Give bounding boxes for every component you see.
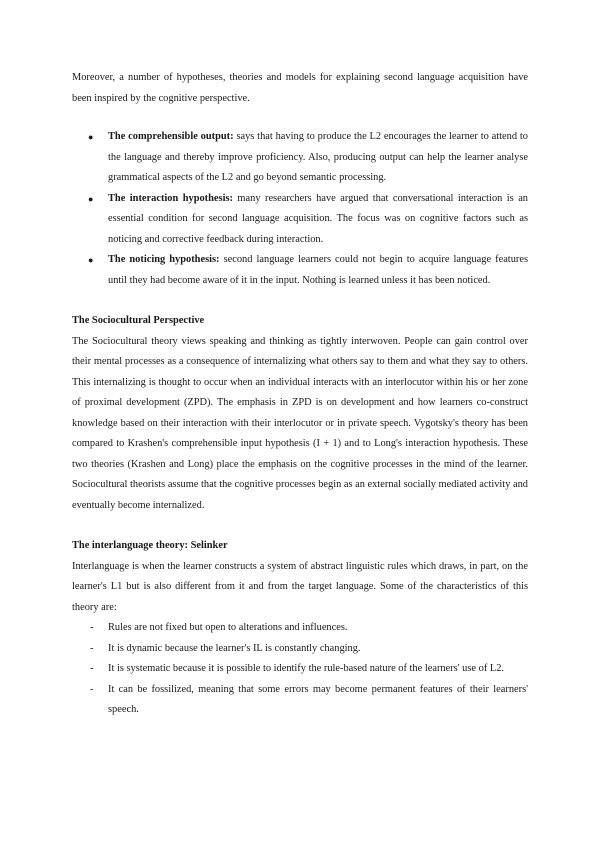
interlanguage-section: [72, 536, 528, 721]
list-item-text: Rules are not fixed but open to alterations and influences.: [108, 622, 348, 633]
list-item: [72, 659, 528, 680]
section-paragraph: Interlanguage is when the learner constructs a system of abstract linguistic rules which draws, in part, on the learner's L1 but is also different from it and from the target language. Some of the characteristics of this theory are:: [72, 560, 528, 613]
list-item: [72, 680, 528, 721]
bullet-icon: ●: [88, 255, 94, 265]
list-item-text: It is dynamic because the learner's IL is constantly changing.: [108, 642, 361, 654]
list-item-term: The comprehensible output:: [108, 131, 234, 142]
section-heading: The interlanguage theory: Selinker: [72, 540, 228, 551]
list-item-term: The interaction hypothesis:: [108, 192, 233, 204]
list-item: [72, 189, 528, 251]
hypotheses-list: [72, 127, 528, 291]
dash-icon: -: [90, 663, 94, 674]
list-item-text: says that having to produce the L2 encourages the learner to attend to the language and thereby improve proficiency. Also, producing output can help the learner analyse grammatical aspects of the L2 and go beyond semantic processing.: [108, 131, 528, 183]
bullet-icon: ●: [88, 193, 94, 204]
list-item-text: It is systematic because it is possible to identify the rule-based nature of the learners' use of L2.: [108, 663, 505, 674]
bullet-icon: ●: [88, 132, 94, 142]
dash-icon: -: [90, 642, 94, 654]
list-item: [72, 618, 528, 639]
list-item: [72, 127, 528, 189]
list-item: [72, 639, 528, 660]
list-item-text: second language learners could not begin to acquire language features until they had become aware of it in the input. Nothing is learned unless it has been noticed.: [108, 254, 529, 286]
dash-icon: -: [90, 683, 94, 695]
characteristics-list: [72, 618, 528, 721]
section-heading: The Sociocultural Perspective: [72, 315, 205, 326]
list-item-text: many researchers have argued that conversational interaction is an essential condition for second language acquisition. The focus was on cognitive factors such as noticing and corrective feedback during interaction.: [108, 192, 528, 245]
sociocultural-section: [72, 311, 528, 516]
list-item: [72, 250, 528, 291]
list-item-text: It can be fossilized, meaning that some errors may become permanent features of their learners' speech.: [108, 683, 528, 715]
list-item-term: The noticing hypothesis:: [108, 254, 220, 265]
intro-paragraph: Moreover, a number of hypotheses, theories and models for explaining second language acquisition have been inspired by the cognitive perspective.: [72, 72, 528, 104]
dash-icon: -: [90, 622, 94, 633]
section-paragraph: The Sociocultural theory views speaking and thinking as tightly interwoven. People can gain control over their mental processes as a consequence of internalizing what others say to them and what they say to others. This internalizing is thought to occur when an individual interacts with an interlocutor within his or her zone of proximal development (ZPD). The emphasis in ZPD is on development and how learners co-construct knowledge based on their interaction with their interlocutor or in private speech. Vygotsky's theory has been compared to Krashen's comprehensible input hypothesis (I + 1) and to Long's interaction hypothesis. These two theories (Krashen and Long) place the emphasis on the cognitive processes in the mind of the learner. Sociocultural theorists assume that the cognitive processes begin as an external socially mediated activity and eventually become internalized.: [72, 335, 528, 511]
document-body: [72, 68, 528, 741]
